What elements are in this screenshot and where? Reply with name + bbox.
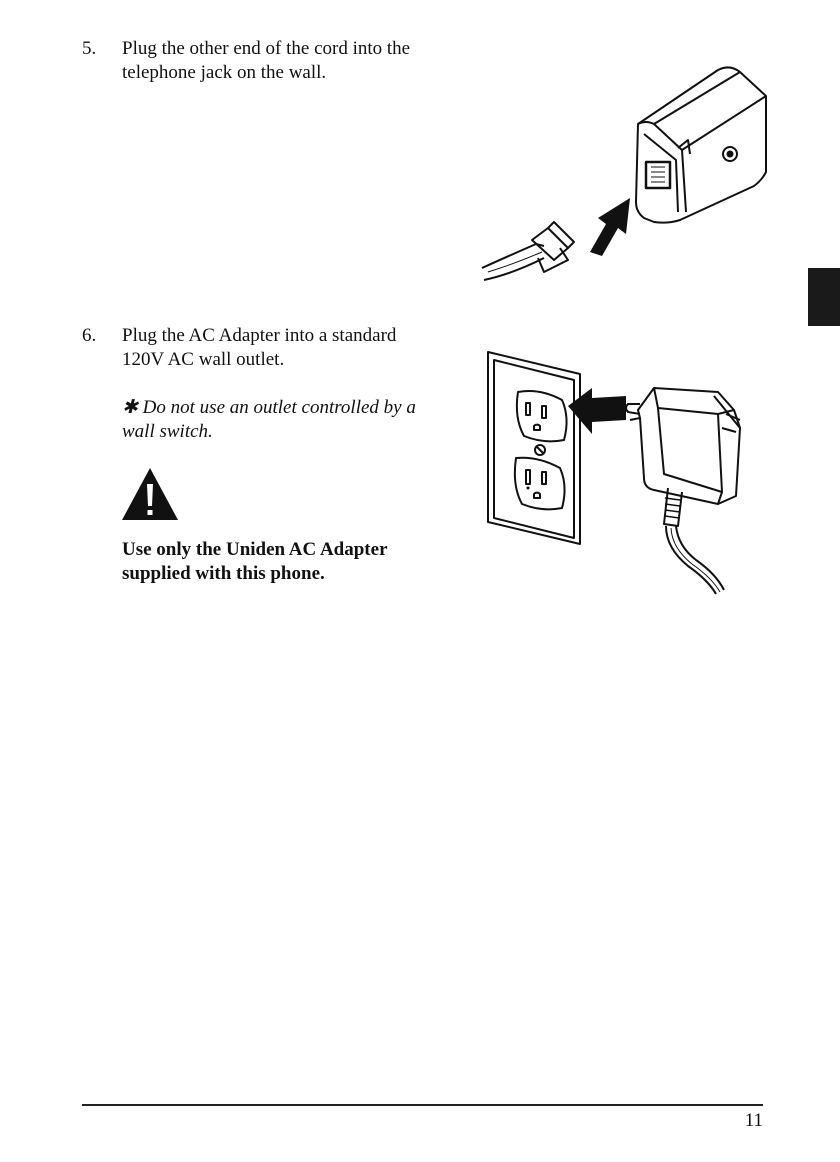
footer-rule xyxy=(82,1104,763,1106)
section-tab-marker xyxy=(808,268,840,326)
outlet-note-line-1: ✱ Do not use an outlet controlled by a xyxy=(122,397,416,418)
outlet-note xyxy=(122,396,442,444)
warning-triangle-icon xyxy=(120,466,180,522)
wall-jack-illustration xyxy=(478,62,778,292)
adapter-caution-line-1: Use only the Uniden AC Adapter xyxy=(122,539,388,560)
step-6-line-2: 120V AC wall outlet. xyxy=(122,349,285,370)
step-6-text xyxy=(122,324,462,444)
step-6-line-1: Plug the AC Adapter into a standard xyxy=(122,325,397,346)
adapter-caution-line-2: supplied with this phone. xyxy=(122,563,325,584)
step-5-number: 5. xyxy=(82,38,97,59)
page-number: 11 xyxy=(744,1110,763,1131)
step-5-line-2: telephone jack on the wall. xyxy=(122,62,327,83)
outlet-adapter-illustration xyxy=(478,348,778,608)
step-6-number: 6. xyxy=(82,325,97,346)
step-5-text xyxy=(122,37,462,85)
outlet-note-line-2: wall switch. xyxy=(122,421,213,442)
adapter-caution xyxy=(122,538,462,586)
step-5-line-1: Plug the other end of the cord into the xyxy=(122,38,411,59)
